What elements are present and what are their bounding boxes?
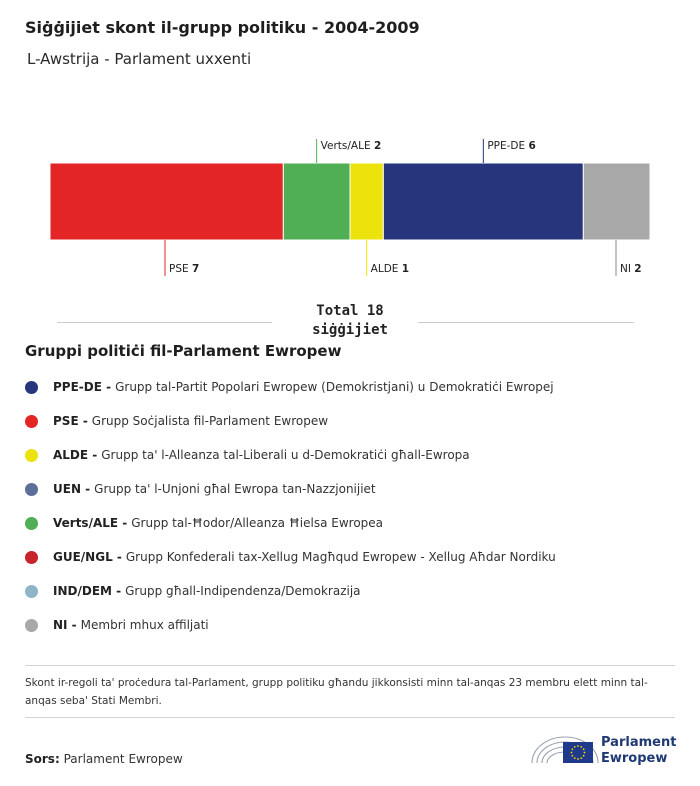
value-label: 7 <box>191 263 200 275</box>
data-label <box>620 263 642 275</box>
stacked-bar-chart <box>0 130 700 290</box>
legend-swatch <box>25 517 38 530</box>
bar-segment-verts-ale <box>283 163 350 240</box>
value-label: 1 <box>401 263 410 275</box>
legend-description: Grupp għall-Indipendenza/Demokrazija <box>125 584 361 598</box>
divider <box>25 717 675 718</box>
total-label: Total 18 <box>316 303 384 319</box>
data-label <box>487 140 535 152</box>
star-icon <box>577 758 579 760</box>
logo-text: Parlament Ewropew <box>601 735 677 766</box>
star-icon <box>571 748 573 750</box>
legend-item <box>25 608 556 642</box>
legend-swatch <box>25 551 38 564</box>
legend-swatch <box>25 381 38 394</box>
star-icon <box>574 757 576 759</box>
category-label: ALDE <box>370 263 402 275</box>
legend-description: Grupp ta' l-Unjoni għal Ewropa tan-Nazzjonijiet <box>94 482 376 496</box>
chart-subtitle: L-Awstrija - Parlament uxxenti <box>27 50 252 68</box>
data-label <box>321 140 382 152</box>
divider <box>25 665 675 666</box>
bar-segment-ni <box>583 163 650 240</box>
legend-abbreviation: GUE/NGL - <box>53 550 122 564</box>
bar-segment-pse <box>50 163 283 240</box>
legend <box>25 370 556 642</box>
legend-item <box>25 574 556 608</box>
legend-abbreviation: PSE - <box>53 414 88 428</box>
legend-swatch <box>25 619 38 632</box>
chart-title: Siġġijiet skont il-grupp politiku - 2004-2009 <box>25 18 420 37</box>
legend-swatch <box>25 449 38 462</box>
star-icon <box>583 748 585 750</box>
category-label: PPE-DE <box>487 140 529 152</box>
legend-title: Gruppi politiċi fil-Parlament Ewropew <box>25 342 342 360</box>
legend-item <box>25 370 556 404</box>
data-label <box>169 263 199 275</box>
source-label: Sors: <box>25 752 60 766</box>
legend-description: Grupp tal-Ħodor/Alleanza Ħielsa Ewropea <box>131 516 384 530</box>
legend-abbreviation: PPE-DE - <box>53 380 112 394</box>
footnote: Skont ir-regoli ta' proċedura tal-Parlament, grupp politiku għandu jikkonsisti minn tal-anqas 23 membru elett minn tal-anqas seba' Stati Membri. <box>25 677 648 707</box>
value-label: 6 <box>528 140 536 152</box>
legend-description: Grupp ta' l-Alleanza tal-Liberali u d-Demokratiċi għall-Ewropa <box>101 448 470 462</box>
star-icon <box>571 752 573 754</box>
legend-item <box>25 506 556 540</box>
legend-item <box>25 472 556 506</box>
legend-description: Grupp Soċjalista fil-Parlament Ewropew <box>91 414 329 428</box>
total-seats <box>275 302 425 340</box>
star-icon <box>580 757 582 759</box>
legend-item <box>25 404 556 438</box>
legend-item <box>25 540 556 574</box>
star-icon <box>584 752 586 754</box>
star-icon <box>583 755 585 757</box>
source <box>25 752 183 766</box>
category-label: Verts/ALE <box>320 140 374 152</box>
data-label <box>371 263 409 275</box>
legend-abbreviation: ALDE - <box>53 448 98 462</box>
total-unit: siġġijiet <box>312 322 388 338</box>
bar-segment-alde <box>350 163 383 240</box>
category-label: NI <box>620 263 635 275</box>
total-divider-left <box>57 322 272 323</box>
legend-abbreviation: Verts/ALE - <box>53 516 128 530</box>
star-icon <box>577 745 579 747</box>
category-label: PSE <box>169 263 192 275</box>
source-value: Parlament Ewropew <box>63 752 183 766</box>
legend-description: Grupp Konfederali tax-Xellug Magħqud Ewropew - Xellug Aħdar Nordiku <box>125 550 556 564</box>
star-icon <box>571 755 573 757</box>
star-icon <box>574 746 576 748</box>
legend-item <box>25 438 556 472</box>
legend-abbreviation: IND/DEM - <box>53 584 122 598</box>
legend-swatch <box>25 483 38 496</box>
value-label: 2 <box>634 263 642 275</box>
legend-swatch <box>25 415 38 428</box>
bar-segment-ppe-de <box>383 163 583 240</box>
star-icon <box>580 746 582 748</box>
value-label: 2 <box>373 140 382 152</box>
legend-description: Membri mhux affiljati <box>80 618 209 632</box>
legend-abbreviation: NI - <box>53 618 77 632</box>
legend-swatch <box>25 585 38 598</box>
legend-description: Grupp tal-Partit Popolari Ewropew (Demokristjani) u Demokratiċi Ewropej <box>115 380 554 394</box>
total-divider-right <box>418 322 634 323</box>
legend-abbreviation: UEN - <box>53 482 91 496</box>
